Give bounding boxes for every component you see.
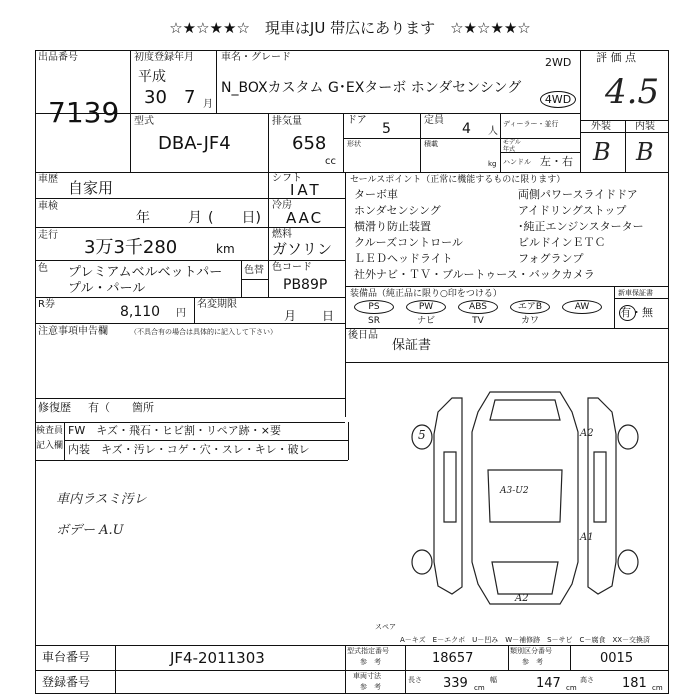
equipment-item-bottom: カワ bbox=[520, 316, 539, 326]
model-label: 型式 bbox=[134, 116, 154, 127]
selling-point-right: アイドリングストップ bbox=[518, 204, 627, 217]
selling-point-left: ホンダセンシング bbox=[354, 204, 441, 217]
listing-label: 出品番号 bbox=[38, 52, 78, 63]
equipment-item-bottom: SR bbox=[368, 316, 380, 326]
width-unit: cm bbox=[566, 684, 577, 692]
equipment-item-bottom: ナビ bbox=[416, 316, 435, 326]
equipment-item-top: ABS bbox=[458, 300, 498, 314]
equipment-item-bottom: TV bbox=[472, 316, 484, 326]
color-label: 色 bbox=[38, 263, 48, 274]
history-label: 車歴 bbox=[38, 174, 58, 185]
length-value: 339 bbox=[443, 676, 468, 691]
later-value: 保証書 bbox=[392, 338, 432, 353]
inspector-row-interior: 内装 キズ・汚レ・コゲ・穴・スレ・キレ・破レ bbox=[68, 443, 310, 456]
displacement-value: 658 bbox=[292, 133, 327, 154]
chassis-value: JF4-2011303 bbox=[170, 649, 265, 667]
inspector-label-1: 検査員 bbox=[36, 426, 64, 436]
category-number-label: 類別区分番号 bbox=[510, 647, 552, 655]
recycle-label: R券 bbox=[38, 299, 55, 310]
recycle-value: 8,110 bbox=[120, 304, 161, 320]
name-change-month: 月 bbox=[284, 309, 297, 323]
drive-4wd: 4WD bbox=[540, 91, 576, 108]
equipment-item-top: PS bbox=[354, 300, 394, 314]
equipment-item-top: エアB bbox=[510, 300, 550, 314]
repair-value: 有（ 箇所 bbox=[88, 401, 154, 414]
warranty-value: 有・無 bbox=[620, 306, 653, 319]
car-damage-diagram bbox=[400, 372, 650, 622]
inspector-label-2: 記入欄 bbox=[36, 441, 64, 451]
load-unit: kg bbox=[488, 160, 497, 168]
color-line1: プレミアムベルベットパー bbox=[68, 265, 223, 280]
dimensions-label: 車両寸法 bbox=[353, 672, 381, 680]
displacement-unit: cc bbox=[325, 156, 336, 167]
grade-exterior-label: 外装 bbox=[591, 121, 611, 132]
selling-point-right: 両側パワースライドドア bbox=[518, 188, 638, 201]
repair-label: 修復歴 bbox=[38, 401, 71, 414]
capacity-label: 定員 bbox=[424, 115, 444, 126]
selling-point-right: ･純正エンジンスターター bbox=[518, 220, 644, 233]
type-designation-label: 型式指定番号 bbox=[347, 647, 389, 655]
aircon-label: 冷房 bbox=[272, 200, 292, 211]
equipment-item-top: PW bbox=[406, 300, 446, 314]
aircon-value: AAC bbox=[286, 209, 324, 227]
selling-point-left: 横滑り防止装置 bbox=[354, 220, 431, 233]
inspection-label: 車検 bbox=[38, 201, 58, 212]
dimensions-sub: 参 考 bbox=[360, 683, 381, 691]
selling-point-right: ビルドインＥＴＣ bbox=[518, 236, 606, 249]
spare-label: スペア bbox=[375, 623, 396, 631]
notes-sub: （不具合有の場合は具体的に記入して下さい） bbox=[130, 328, 277, 336]
mileage-label: 走行 bbox=[38, 230, 58, 241]
equipment-item-top: AW bbox=[562, 300, 602, 314]
model-value: DBA-JF4 bbox=[158, 133, 231, 154]
first-registration-year: 30 bbox=[144, 87, 167, 108]
equipment-title: 装備品（純正品に限り○印をつける） bbox=[350, 289, 502, 299]
diagram-mark-a2-right: A2 bbox=[580, 428, 594, 439]
selling-point-left: ターボ車 bbox=[354, 188, 398, 201]
inspection-month: 月 bbox=[188, 210, 202, 226]
length-unit: cm bbox=[474, 684, 485, 692]
listing-number: 7139 bbox=[48, 96, 120, 129]
load-label: 積載 bbox=[424, 140, 438, 148]
diagram-mark-a2-rear: A2 bbox=[515, 593, 529, 604]
height-value: 181 bbox=[622, 676, 647, 691]
grade-exterior: B bbox=[593, 138, 611, 166]
shift-label: シフト bbox=[272, 173, 302, 184]
doors-label: ドア bbox=[347, 115, 367, 126]
chassis-label: 車台番号 bbox=[42, 650, 91, 664]
drive-2wd: 2WD bbox=[545, 56, 572, 69]
first-registration-label: 初度登録年月 bbox=[134, 52, 194, 63]
color-code: PB89P bbox=[283, 277, 328, 293]
grade-interior: B bbox=[636, 138, 654, 166]
category-number-sub: 参 考 bbox=[522, 658, 543, 666]
inspector-row-fw: FW キズ・飛石・ヒビ割・リペア跡・×要 bbox=[68, 424, 281, 437]
recycle-unit: 円 bbox=[176, 308, 186, 319]
selling-point-left: 社外ナビ・ＴＶ・ブルートゥース・バックカメラ bbox=[354, 268, 595, 281]
shape-label: 形状 bbox=[347, 140, 361, 148]
capacity-value: 4 bbox=[462, 121, 471, 137]
doors-value: 5 bbox=[382, 121, 391, 137]
height-label: 高さ bbox=[580, 676, 594, 684]
inspection-day: ( 日) bbox=[208, 210, 261, 226]
mileage-unit: km bbox=[216, 242, 235, 256]
diagram-mark-a3: A3-U2 bbox=[500, 486, 529, 496]
dealer-label: ディーラー・並行 bbox=[503, 120, 559, 128]
warranty-label: 新車保証書 bbox=[618, 289, 653, 297]
history-value: 自家用 bbox=[68, 179, 114, 197]
first-registration-month-unit: 月 bbox=[203, 99, 213, 110]
selling-points-title: セールスポイント（正常に機能するものに限ります） bbox=[350, 175, 566, 185]
notes-label: 注意事項申告欄 bbox=[38, 326, 108, 337]
handwritten-note-2: ボデー A.U bbox=[56, 523, 124, 538]
capacity-unit: 人 bbox=[488, 126, 498, 137]
height-unit: cm bbox=[652, 684, 663, 692]
first-registration-month: 7 bbox=[184, 87, 196, 108]
inspection-year: 年 bbox=[136, 210, 150, 226]
name-change-day: 日 bbox=[322, 309, 335, 323]
handwritten-note-1: 車内ラスミ汚レ bbox=[56, 492, 147, 507]
selling-point-left: ＬＥＤヘッドライト bbox=[354, 252, 453, 265]
header-banner: ☆★☆★★☆ 現車はJU 帯広にあります ☆★☆★★☆ bbox=[169, 19, 531, 37]
color-code-label: 色コード bbox=[272, 262, 312, 273]
handle-value: 左・右 bbox=[540, 155, 573, 168]
category-number-value: 0015 bbox=[600, 651, 634, 666]
fuel-label: 燃料 bbox=[272, 229, 292, 240]
color-line2: プル・パール bbox=[68, 281, 146, 296]
car-name-value: N_BOXカスタム G･EXターボ ホンダセンシング bbox=[221, 80, 522, 96]
type-designation-value: 18657 bbox=[432, 651, 474, 666]
fuel-value: ガソリン bbox=[272, 240, 333, 258]
displacement-label: 排気量 bbox=[272, 116, 302, 127]
width-value: 147 bbox=[536, 676, 561, 691]
handle-label: ハンドル bbox=[503, 158, 531, 166]
grade-label: 評 価 点 bbox=[596, 51, 636, 64]
registration-label: 登録番号 bbox=[42, 675, 91, 689]
name-change-label: 名変期限 bbox=[197, 299, 237, 310]
shift-value: IAT bbox=[290, 181, 322, 199]
selling-point-right: フォグランプ bbox=[518, 252, 584, 265]
first-registration-era: 平成 bbox=[138, 69, 166, 85]
color-tone-label: 色替 bbox=[244, 265, 264, 276]
later-label: 後日品 bbox=[348, 330, 378, 341]
car-name-label: 車名・グレード bbox=[221, 52, 291, 63]
model-year-label: モデル 年式 bbox=[503, 139, 521, 153]
mileage-value: 3万3千280 bbox=[84, 237, 178, 258]
width-label: 幅 bbox=[490, 676, 497, 684]
grade-value: 4.5 bbox=[605, 72, 660, 112]
selling-point-left: クルーズコントロール bbox=[354, 236, 463, 249]
diagram-mark-a1: A1 bbox=[580, 532, 594, 543]
diagram-wheel-mark: 5 bbox=[418, 428, 426, 442]
grade-interior-label: 内装 bbox=[635, 121, 655, 132]
type-designation-sub: 参 考 bbox=[360, 658, 381, 666]
length-label: 長さ bbox=[408, 676, 422, 684]
damage-legend: A－キズ E－エクボ U－凹み W－補修跡 S－サビ C－腐食 XX－交換済 bbox=[400, 636, 651, 644]
